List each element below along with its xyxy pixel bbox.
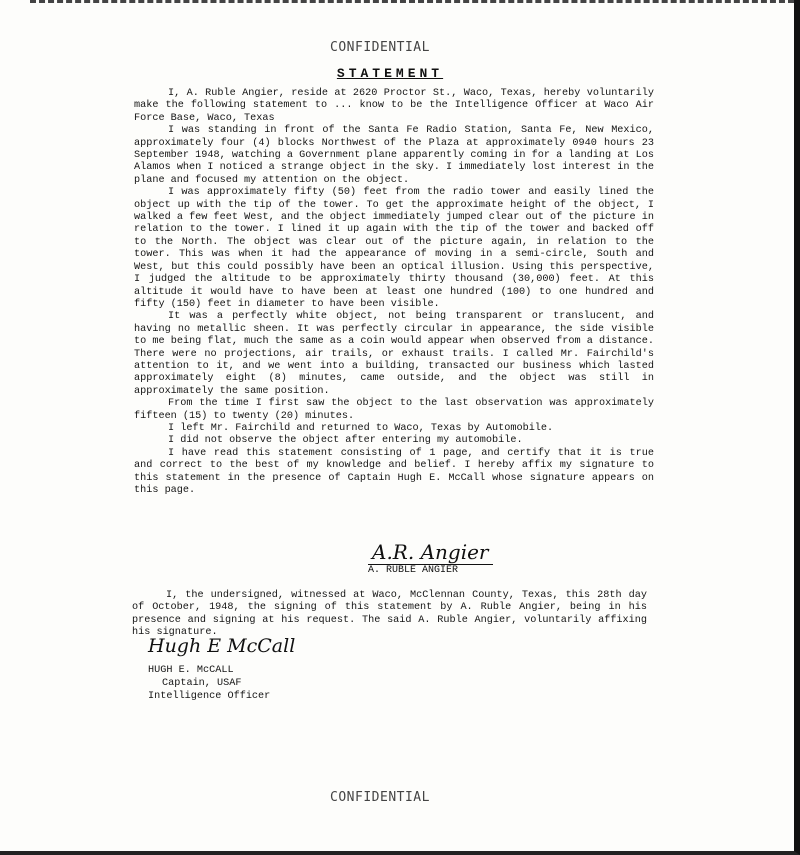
mccall-signature: Hugh E McCall (148, 635, 296, 657)
statement-paragraph: I have read this statement consisting of 1 page, and certify that it is true and correct to the best of my knowledge and belief. I hereby affix my signature to this statement in the presence of Captain Hugh E. McCall whose signature appears on this page. (134, 447, 654, 496)
confidential-stamp-bottom: CONFIDENTIAL (330, 790, 430, 805)
angier-typed-name: A. RUBLE ANGIER (368, 565, 459, 576)
angier-signature-block (368, 540, 508, 576)
statement-paragraph: It was a perfectly white object, not being transparent or translucent, and having no metallic sheen. It was perfectly circular in appearance, the side visible to me being flat, much the same as a coin would appear when observed from a distance. There were no projections, air trails, or exhaust trails. I called Mr. Fairchild's attention to it, and we went into a building, transacted our business which lasted approximately eight (8) minutes, came outside, and the object was still in approximately the same position. (134, 311, 654, 397)
officer-title: Intelligence Officer (148, 691, 271, 702)
statement-body (134, 88, 654, 497)
statement-paragraph: From the time I first saw the object to the last observation was approximately fifteen (15) to twenty (20) minutes. (134, 398, 654, 422)
statement-paragraph: I left Mr. Fairchild and returned to Waco, Texas by Automobile. (168, 422, 554, 434)
page-top-edge (30, 0, 794, 11)
officer-signature-block (148, 635, 368, 703)
document-title: STATEMENT (336, 66, 444, 81)
confidential-stamp-top: CONFIDENTIAL (330, 40, 430, 55)
statement-paragraph: I, A. Ruble Angier, reside at 2620 Proctor St., Waco, Texas, hereby voluntarily make the following statement to ... know to be the Intelligence Officer at Waco Air Force Base, Waco, Texas (134, 88, 654, 124)
officer-rank: Captain, USAF (162, 678, 242, 689)
witness-statement: I, the undersigned, witnessed at Waco, McClennan County, Texas, this 28th day of October, 1948, the signing of this statement by A. Ruble Angier, being in his presence and signing at his request. The said A. Ruble Angier, voluntarily affixing his signature. (132, 590, 647, 639)
statement-paragraph: I was approximately fifty (50) feet from the radio tower and easily lined the object up with the tip of the tower. To get the approximate height of the object, I walked a few feet West, and the object immediately jumped clear out of the picture in relation to the tower. I lined it up again with the tip of the tower and backed off to the North. The object was clear out of the picture again, in relation to the tower. This was when it had the appearance of moving in a semi-circle, South and West, but this could possibly have been an optical illusion. Using this perspective, I judged the altitude to be approximately thirty thousand (30,000) feet. At this altitude it would have to have been at least one hundred (100) to one hundred and fifty (150) feet in diameter to have been visible. (134, 187, 654, 310)
officer-name: HUGH E. McCALL (148, 665, 234, 676)
angier-signature: A.R. Angier (372, 540, 489, 564)
statement-paragraph: I did not observe the object after entering my automobile. (168, 435, 523, 447)
statement-paragraph: I was standing in front of the Santa Fe Radio Station, Santa Fe, New Mexico, approximately four (4) blocks Northwest of the Plaza at approximately 0940 hours 23 September 1948, watching a Government plane apparently coming in for a landing at Los Alamos when I noticed a strange object in the sky. I immediately lost interest in the plane and focused my attention on the object. (134, 125, 654, 186)
